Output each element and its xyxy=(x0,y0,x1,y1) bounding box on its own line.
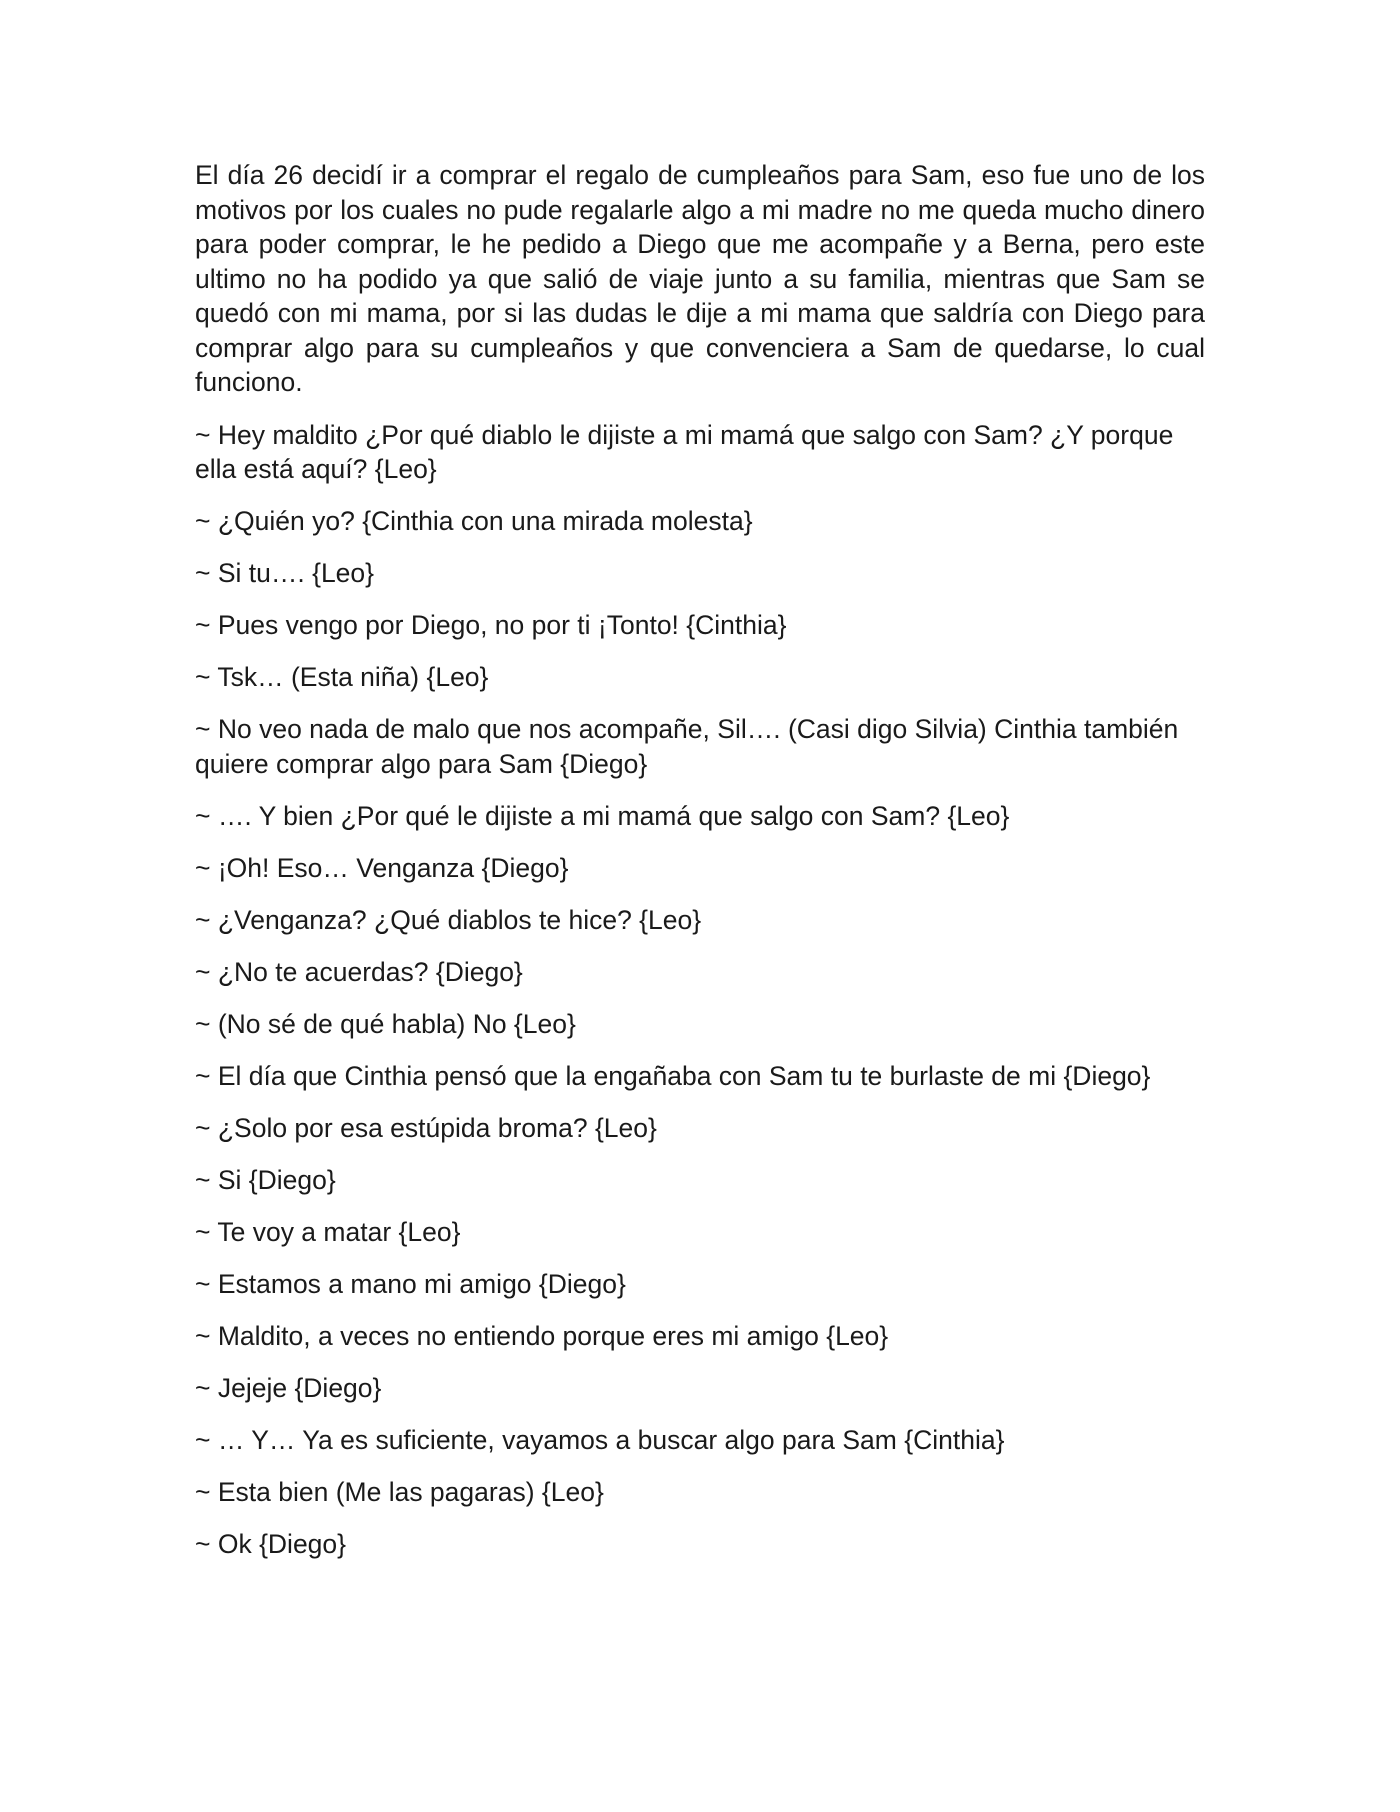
dialogue-list xyxy=(195,418,1205,1562)
dialogue-line: ~ Ok {Diego} xyxy=(195,1528,347,1559)
dialogue-line: ~ …. Y bien ¿Por qué le dijiste a mi mamá que salgo con Sam? {Leo} xyxy=(195,800,1010,831)
intro-paragraph: El día 26 decidí ir a comprar el regalo de cumpleaños para Sam, eso fue uno de los motivos por los cuales no pude regalarle algo a mi madre no me queda mucho dinero para poder comprar, le he pedido a Diego que me acompañe y a Berna, pero este ultimo no ha podido ya que salió de viaje junto a su familia, mientras que Sam se quedó con mi mama, por si las dudas le dije a mi mama que saldría con Diego para comprar algo para su cumpleaños y que convenciera a Sam de quedarse, lo cual funciono. xyxy=(195,160,1205,397)
dialogue-line: ~ ¿Venganza? ¿Qué diablos te hice? {Leo} xyxy=(195,904,702,935)
document-page xyxy=(195,158,1205,1579)
dialogue-line: ~ Pues vengo por Diego, no por ti ¡Tonto! {Cinthia} xyxy=(195,610,787,640)
dialogue-line: ~ … Y… Ya es suficiente, vayamos a buscar algo para Sam {Cinthia} xyxy=(195,1424,1005,1455)
dialogue-line: ~ ¿Quién yo? {Cinthia con una mirada molesta} xyxy=(195,506,753,536)
dialogue-line: ~ El día que Cinthia pensó que la engañaba con Sam tu te burlaste de mi {Diego} xyxy=(195,1060,1151,1091)
dialogue-line: ~ Maldito, a veces no entiendo porque eres mi amigo {Leo} xyxy=(195,1320,889,1351)
dialogue-line: ~ Esta bien (Me las pagaras) {Leo} xyxy=(195,1476,604,1507)
dialogue-line: ~ Si tu…. {Leo} xyxy=(195,558,375,588)
dialogue-line: ~ Estamos a mano mi amigo {Diego} xyxy=(195,1268,626,1299)
dialogue-line: ~ Te voy a matar {Leo} xyxy=(195,1216,461,1247)
dialogue-line: ~ Tsk… (Esta niña) {Leo} xyxy=(195,662,489,692)
dialogue-line: ~ Hey maldito ¿Por qué diablo le dijiste a mi mamá que salgo con Sam? ¿Y porque ella está aquí? {Leo} xyxy=(195,419,1174,484)
dialogue-line: ~ Si {Diego} xyxy=(195,1164,336,1195)
dialogue-line: ~ (No sé de qué habla) No {Leo} xyxy=(195,1008,576,1039)
dialogue-line: ~ ¿Solo por esa estúpida broma? {Leo} xyxy=(195,1112,657,1143)
dialogue-line: ~ Jejeje {Diego} xyxy=(195,1372,382,1403)
dialogue-line: ~ ¡Oh! Eso… Venganza {Diego} xyxy=(195,852,569,883)
dialogue-line: ~ No veo nada de malo que nos acompañe, Sil…. (Casi digo Silvia) Cinthia también quiere comprar algo para Sam {Diego} xyxy=(195,714,1179,779)
dialogue-line: ~ ¿No te acuerdas? {Diego} xyxy=(195,956,523,987)
